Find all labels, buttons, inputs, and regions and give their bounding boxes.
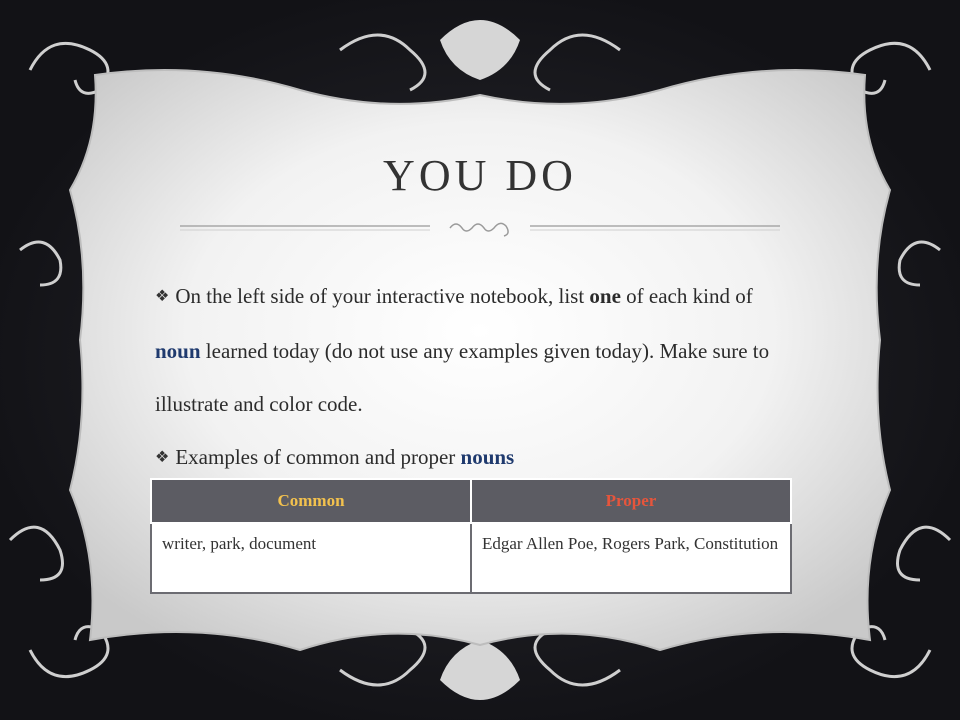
header-common: Common: [151, 479, 471, 523]
cell-proper-examples: Edgar Allen Poe, Rogers Park, Constitution: [471, 523, 791, 593]
diamond-bullet-icon: ❖: [155, 449, 170, 466]
table-row: [151, 523, 791, 593]
header-proper: Proper: [471, 479, 791, 523]
cell-common-examples: writer, park, document: [151, 523, 471, 593]
noun-examples-table: [150, 478, 792, 594]
diamond-bullet-icon: ❖: [155, 288, 170, 305]
bullet-list: [155, 270, 795, 486]
bullet-1: ❖ On the left side of your interactive notebook, list one of each kind of noun learned today (do not use any examples given today). Make sure to illustrate and color code.: [155, 284, 770, 416]
swirl-ornament-icon: [450, 223, 508, 236]
table-header-row: [151, 479, 791, 523]
title-divider: [160, 214, 800, 244]
bullet-2: ❖ Examples of common and proper nouns: [155, 445, 515, 469]
slide-title: YOU DO: [383, 151, 577, 200]
